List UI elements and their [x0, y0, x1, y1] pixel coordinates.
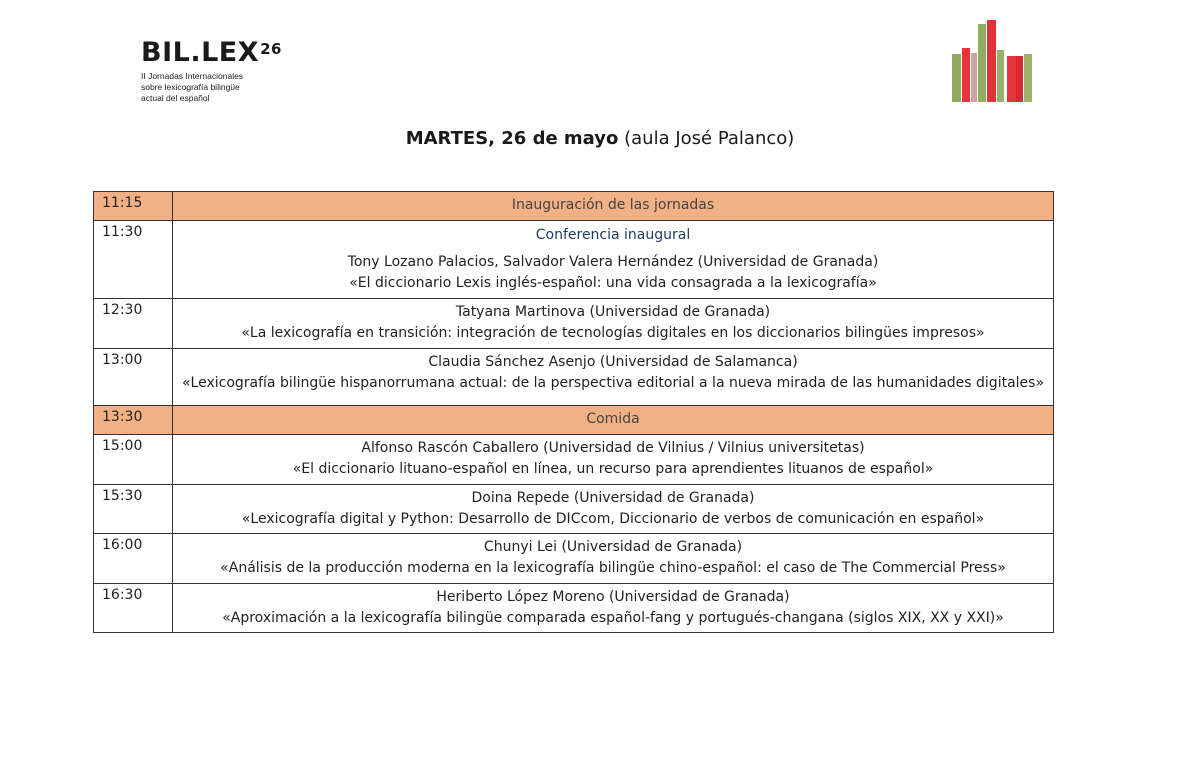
book-shape	[971, 53, 977, 102]
bilex-logo	[141, 38, 282, 104]
time-cell: 11:30	[94, 221, 173, 299]
logo-subtitle-line: II Jornadas Internacionales	[141, 71, 244, 81]
book-shape	[952, 54, 961, 102]
time-cell: 12:30	[94, 299, 173, 349]
talk-title: «Lexicografía bilingüe hispanorrumana actual: de la perspectiva editorial a la nueva mirada de las humanidades digitales»	[181, 375, 1045, 391]
schedule-row	[94, 435, 1054, 485]
session-cell	[173, 584, 1054, 633]
logo-title	[141, 38, 282, 68]
session-title: Conferencia inaugural	[535, 227, 691, 243]
speaker: Tony Lozano Palacios, Salvador Valera Hernández (Universidad de Granada)	[347, 254, 879, 270]
session-cell	[173, 221, 1054, 299]
schedule-row	[94, 349, 1054, 406]
session-cell	[173, 435, 1054, 485]
talk-title: «Lexicografía digital y Python: Desarrollo de DICcom, Diccionario de verbos de comunicación en español»	[241, 511, 985, 527]
session-cell	[173, 406, 1054, 435]
speaker: Alfonso Rascón Caballero (Universidad de Vilnius / Vilnius universitetas)	[361, 440, 865, 456]
talk-title: «El diccionario Lexis inglés-español: una vida consagrada a la lexicografía»	[349, 275, 877, 291]
schedule-table	[93, 191, 1054, 633]
speaker: Claudia Sánchez Asenjo (Universidad de Salamanca)	[428, 354, 798, 370]
heading-room: (aula José Palanco)	[624, 128, 795, 149]
talk-title: «Análisis de la producción moderna en la lexicografía bilingüe chino-español: el caso de The Commercial Press»	[220, 560, 1006, 576]
schedule-row	[94, 485, 1054, 534]
time-cell: 15:00	[94, 435, 173, 485]
session-title: Inauguración de las jornadas	[511, 197, 715, 213]
session-cell	[173, 299, 1054, 349]
time-cell: 13:30	[94, 406, 173, 435]
book-shape	[1007, 56, 1016, 102]
speaker: Heriberto López Moreno (Universidad de Granada)	[436, 589, 790, 605]
time-cell: 16:00	[94, 534, 173, 584]
books-logo-icon	[950, 20, 1034, 102]
session-cell	[173, 349, 1054, 406]
logo-subtitle	[141, 71, 282, 104]
schedule-row	[94, 299, 1054, 349]
book-shape	[1016, 56, 1023, 102]
book-shape	[987, 20, 996, 102]
schedule-row	[94, 192, 1054, 221]
time-cell: 16:30	[94, 584, 173, 633]
time-cell: 13:00	[94, 349, 173, 406]
session-cell	[173, 534, 1054, 584]
talk-title: «Aproximación a la lexicografía bilingüe comparada español-fang y portugués-changana (siglos XIX, XX y XXI)»	[222, 610, 1004, 626]
heading-day: MARTES, 26 de mayo	[405, 128, 619, 149]
logo-subtitle-line: actual del español	[141, 93, 210, 103]
speaker: Tatyana Martinova (Universidad de Granada)	[455, 304, 771, 320]
speaker: Doina Repede (Universidad de Granada)	[471, 490, 755, 506]
book-shape	[997, 50, 1004, 102]
time-cell: 11:15	[94, 192, 173, 221]
logo-superscript: 26	[260, 40, 282, 58]
schedule-row	[94, 534, 1054, 584]
talk-title: «El diccionario lituano-español en línea, un recurso para aprendientes lituanos de español»	[292, 461, 934, 477]
logo-subtitle-line: sobre lexicografía bilingüe	[141, 82, 240, 92]
session-title: Comida	[586, 411, 640, 427]
book-shape	[1024, 54, 1032, 102]
book-shape	[962, 48, 970, 102]
book-shape	[978, 24, 986, 102]
schedule-row	[94, 584, 1054, 633]
page-heading	[0, 128, 1200, 149]
schedule-row	[94, 221, 1054, 299]
schedule-row	[94, 406, 1054, 435]
logo-title-text: BIL.LEX	[141, 37, 260, 68]
talk-title: «La lexicografía en transición: integración de tecnologías digitales en los diccionarios bilingües impresos»	[241, 325, 985, 341]
session-cell	[173, 192, 1054, 221]
speaker: Chunyi Lei (Universidad de Granada)	[483, 539, 743, 555]
time-cell: 15:30	[94, 485, 173, 534]
session-cell	[173, 485, 1054, 534]
